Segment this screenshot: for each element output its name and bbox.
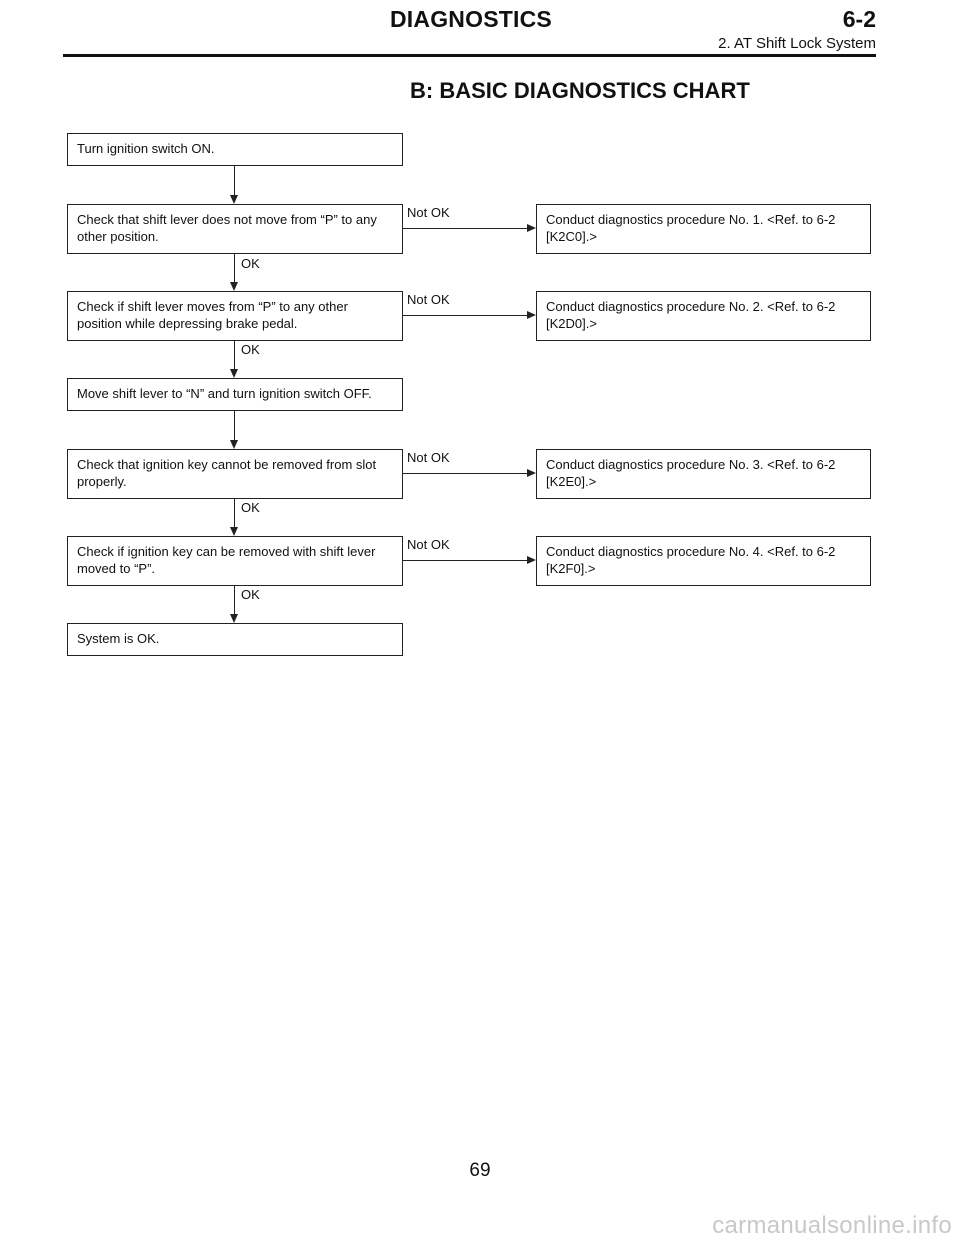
not-ok-label: Not OK (407, 537, 450, 552)
arrow-down-icon (230, 440, 238, 449)
connector-line (234, 341, 235, 369)
connector-line (234, 411, 235, 440)
not-ok-label: Not OK (407, 292, 450, 307)
not-ok-label: Not OK (407, 450, 450, 465)
flow-step-check-key-in-p: Check if ignition key can be removed with shift lever moved to “P”. (67, 536, 403, 586)
ok-label: OK (241, 342, 260, 357)
page-number: 69 (469, 1160, 491, 1181)
flow-step-check-lever-brake: Check if shift lever moves from “P” to any other position while depressing brake pedal. (67, 291, 403, 341)
flow-procedure-3: Conduct diagnostics procedure No. 3. <Ref. to 6-2 [K2E0].> (536, 449, 871, 499)
arrow-down-icon (230, 614, 238, 623)
arrow-right-icon (527, 556, 536, 564)
connector-line (403, 560, 527, 561)
connector-line (234, 499, 235, 527)
header-rule (63, 54, 876, 57)
connector-line (403, 315, 527, 316)
connector-line (234, 586, 235, 614)
flow-step-ignition-on: Turn ignition switch ON. (67, 133, 403, 166)
arrow-down-icon (230, 195, 238, 204)
connector-line (234, 254, 235, 282)
header-subtitle: 2. AT Shift Lock System (718, 35, 876, 52)
header-title: DIAGNOSTICS (390, 6, 552, 32)
flow-step-move-lever-n: Move shift lever to “N” and turn ignition switch OFF. (67, 378, 403, 411)
arrow-down-icon (230, 527, 238, 536)
ok-label: OK (241, 256, 260, 271)
flow-procedure-1: Conduct diagnostics procedure No. 1. <Ref. to 6-2 [K2C0].> (536, 204, 871, 254)
arrow-right-icon (527, 469, 536, 477)
flow-step-check-key-removal: Check that ignition key cannot be removed from slot properly. (67, 449, 403, 499)
ok-label: OK (241, 500, 260, 515)
flow-step-system-ok: System is OK. (67, 623, 403, 656)
arrow-down-icon (230, 369, 238, 378)
flow-step-check-lever-p: Check that shift lever does not move from “P” to any other position. (67, 204, 403, 254)
arrow-down-icon (230, 282, 238, 291)
ok-label: OK (241, 587, 260, 602)
watermark-text: carmanualsonline.info (712, 1212, 952, 1239)
arrow-right-icon (527, 311, 536, 319)
section-title: B: BASIC DIAGNOSTICS CHART (410, 78, 750, 103)
flow-procedure-4: Conduct diagnostics procedure No. 4. <Ref. to 6-2 [K2F0].> (536, 536, 871, 586)
connector-line (403, 228, 527, 229)
connector-line (403, 473, 527, 474)
not-ok-label: Not OK (407, 205, 450, 220)
flow-procedure-2: Conduct diagnostics procedure No. 2. <Ref. to 6-2 [K2D0].> (536, 291, 871, 341)
connector-line (234, 166, 235, 195)
header-section-code: 6-2 (842, 6, 876, 32)
arrow-right-icon (527, 224, 536, 232)
